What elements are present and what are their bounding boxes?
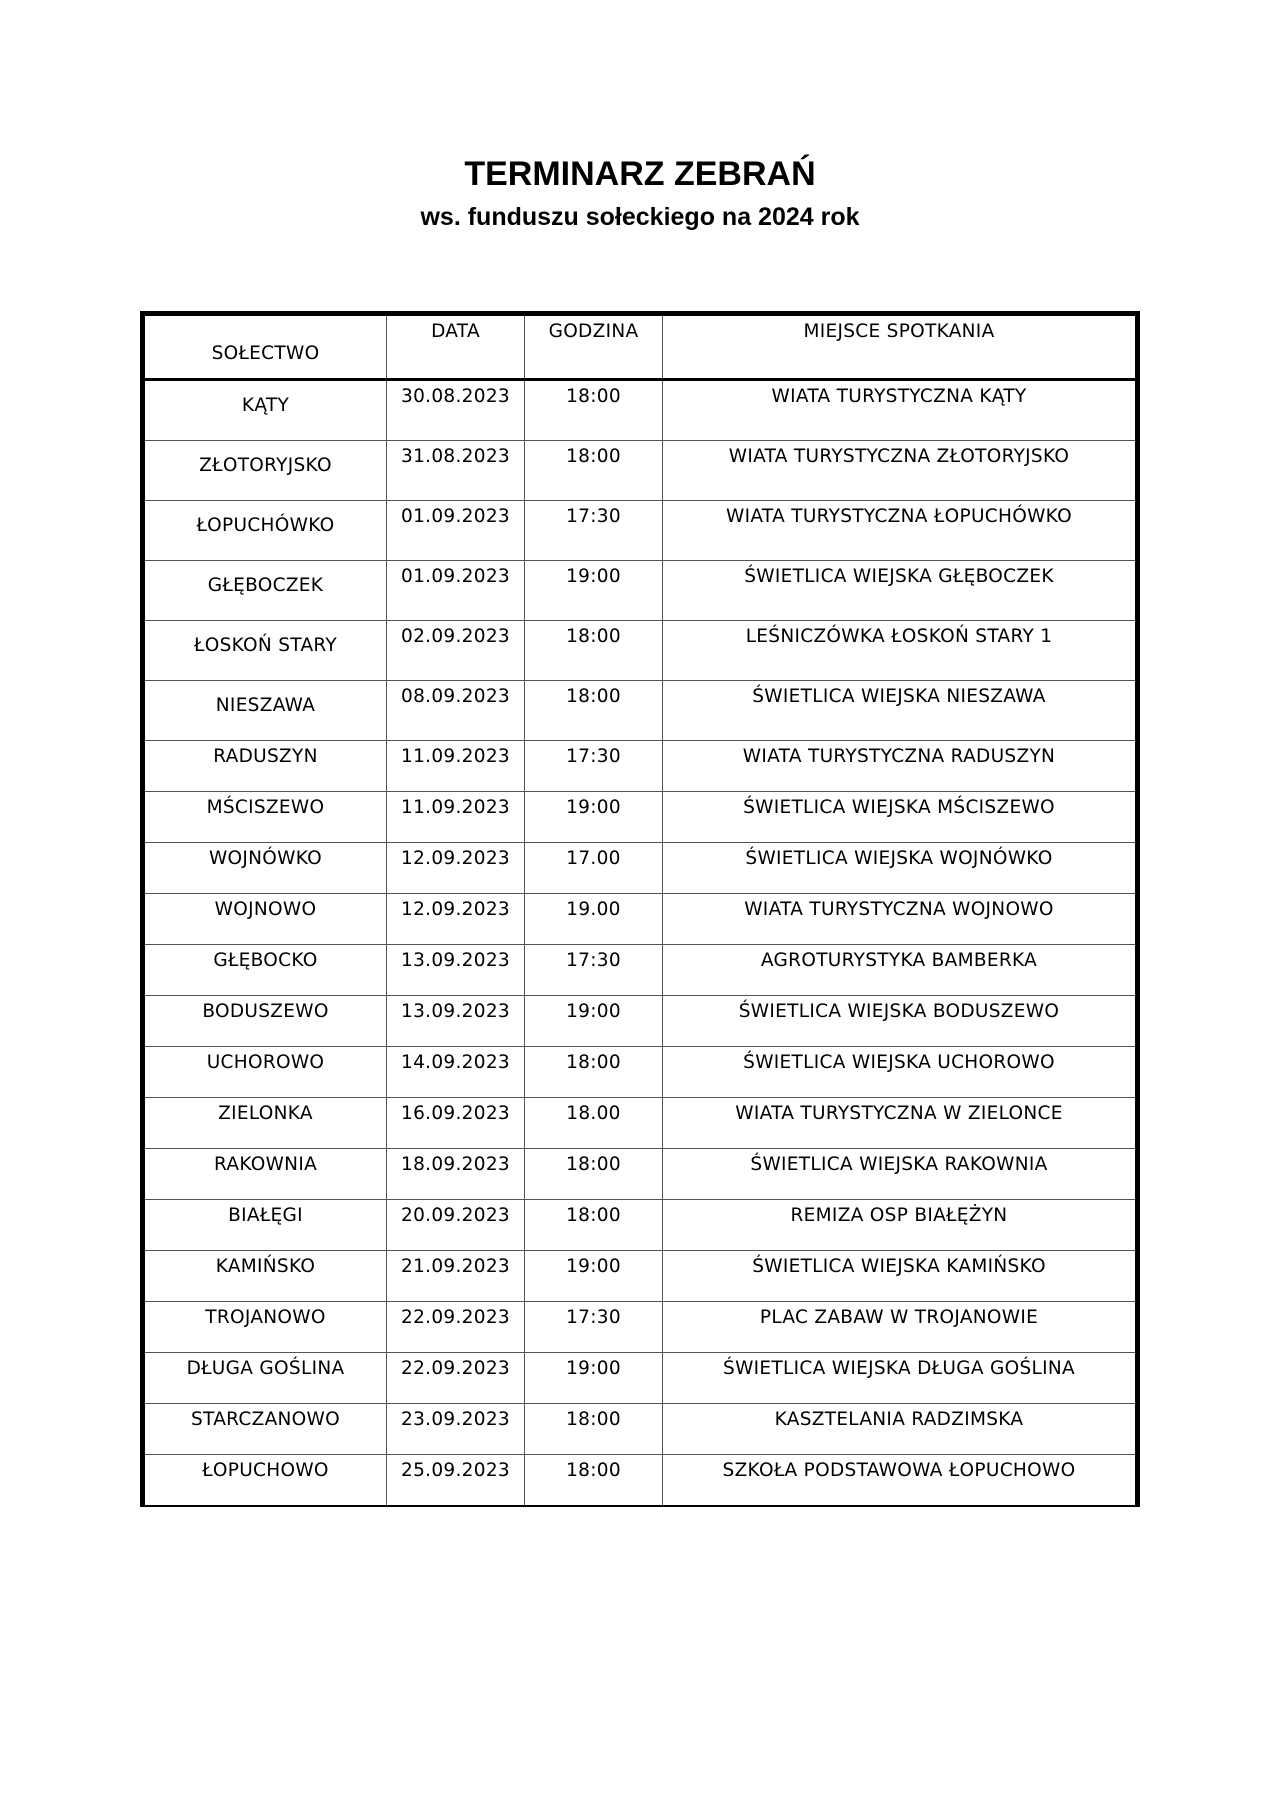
table-row [143,1404,1138,1455]
cell-data: 13.09.2023 [387,996,525,1047]
cell-miejsce: AGROTURYSTYKA BAMBERKA [663,945,1138,996]
table-header-row [143,314,1138,380]
cell-godzina: 18:00 [525,380,663,441]
cell-solectwo: BIAŁĘGI [143,1200,387,1251]
cell-godzina: 18:00 [525,1200,663,1251]
cell-solectwo: KAMIŃSKO [143,1251,387,1302]
table-row [143,441,1138,501]
table-row [143,1098,1138,1149]
cell-miejsce: KASZTELANIA RADZIMSKA [663,1404,1138,1455]
cell-solectwo: ZIELONKA [143,1098,387,1149]
table-row [143,741,1138,792]
cell-data: 25.09.2023 [387,1455,525,1507]
cell-solectwo: MŚCISZEWO [143,792,387,843]
cell-solectwo: RADUSZYN [143,741,387,792]
table-row [143,843,1138,894]
cell-miejsce: ŚWIETLICA WIEJSKA MŚCISZEWO [663,792,1138,843]
cell-data: 12.09.2023 [387,843,525,894]
cell-miejsce: REMIZA OSP BIAŁĘŻYN [663,1200,1138,1251]
cell-solectwo: ŁOSKOŃ STARY [143,621,387,681]
cell-miejsce: WIATA TURYSTYCZNA ZŁOTORYJSKO [663,441,1138,501]
cell-godzina: 17.00 [525,843,663,894]
cell-solectwo: UCHOROWO [143,1047,387,1098]
cell-godzina: 19:00 [525,1251,663,1302]
cell-data: 21.09.2023 [387,1251,525,1302]
cell-data: 11.09.2023 [387,741,525,792]
cell-solectwo: RAKOWNIA [143,1149,387,1200]
table-row [143,1047,1138,1098]
cell-miejsce: ŚWIETLICA WIEJSKA DŁUGA GOŚLINA [663,1353,1138,1404]
table-row [143,621,1138,681]
cell-godzina: 18:00 [525,1404,663,1455]
cell-solectwo: STARCZANOWO [143,1404,387,1455]
page-title: TERMINARZ ZEBRAŃ [464,155,816,193]
cell-godzina: 18.00 [525,1098,663,1149]
cell-solectwo: ŁOPUCHÓWKO [143,501,387,561]
cell-data: 08.09.2023 [387,681,525,741]
table-row [143,561,1138,621]
cell-miejsce: LEŚNICZÓWKA ŁOSKOŃ STARY 1 [663,621,1138,681]
table-row [143,1353,1138,1404]
cell-data: 22.09.2023 [387,1353,525,1404]
cell-godzina: 18:00 [525,681,663,741]
cell-godzina: 19:00 [525,996,663,1047]
cell-data: 31.08.2023 [387,441,525,501]
cell-data: 02.09.2023 [387,621,525,681]
cell-data: 18.09.2023 [387,1149,525,1200]
cell-data: 14.09.2023 [387,1047,525,1098]
cell-miejsce: WIATA TURYSTYCZNA ŁOPUCHÓWKO [663,501,1138,561]
cell-miejsce: WIATA TURYSTYCZNA KĄTY [663,380,1138,441]
table-row [143,1200,1138,1251]
cell-solectwo: KĄTY [143,380,387,441]
cell-miejsce: ŚWIETLICA WIEJSKA WOJNÓWKO [663,843,1138,894]
cell-miejsce: SZKOŁA PODSTAWOWA ŁOPUCHOWO [663,1455,1138,1507]
cell-data: 20.09.2023 [387,1200,525,1251]
cell-miejsce: ŚWIETLICA WIEJSKA NIESZAWA [663,681,1138,741]
column-header-solectwo: SOŁECTWO [143,314,387,380]
cell-solectwo: NIESZAWA [143,681,387,741]
cell-data: 16.09.2023 [387,1098,525,1149]
table-row [143,1455,1138,1507]
table-row [143,1251,1138,1302]
cell-solectwo: TROJANOWO [143,1302,387,1353]
cell-godzina: 18:00 [525,441,663,501]
cell-miejsce: PLAC ZABAW W TROJANOWIE [663,1302,1138,1353]
table-row [143,945,1138,996]
table-row [143,501,1138,561]
cell-godzina: 18:00 [525,621,663,681]
cell-godzina: 18:00 [525,1047,663,1098]
cell-godzina: 18:00 [525,1149,663,1200]
cell-data: 11.09.2023 [387,792,525,843]
cell-godzina: 17:30 [525,945,663,996]
table-row [143,380,1138,441]
cell-data: 01.09.2023 [387,501,525,561]
cell-godzina: 19.00 [525,894,663,945]
page-subtitle: ws. funduszu sołeckiego na 2024 rok [420,203,860,231]
cell-solectwo: GŁĘBOCZEK [143,561,387,621]
cell-solectwo: ZŁOTORYJSKO [143,441,387,501]
table-row [143,1302,1138,1353]
cell-godzina: 19:00 [525,1353,663,1404]
cell-data: 13.09.2023 [387,945,525,996]
cell-miejsce: ŚWIETLICA WIEJSKA KAMIŃSKO [663,1251,1138,1302]
cell-solectwo: WOJNÓWKO [143,843,387,894]
cell-godzina: 18:00 [525,1455,663,1507]
cell-godzina: 19:00 [525,792,663,843]
table-row [143,1149,1138,1200]
cell-miejsce: ŚWIETLICA WIEJSKA RAKOWNIA [663,1149,1138,1200]
cell-data: 23.09.2023 [387,1404,525,1455]
cell-solectwo: GŁĘBOCKO [143,945,387,996]
cell-miejsce: WIATA TURYSTYCZNA W ZIELONCE [663,1098,1138,1149]
cell-solectwo: ŁOPUCHOWO [143,1455,387,1507]
table-row [143,792,1138,843]
column-header-miejsce: MIEJSCE SPOTKANIA [663,314,1138,380]
table-row [143,681,1138,741]
cell-miejsce: WIATA TURYSTYCZNA WOJNOWO [663,894,1138,945]
table-row [143,894,1138,945]
cell-miejsce: WIATA TURYSTYCZNA RADUSZYN [663,741,1138,792]
cell-data: 12.09.2023 [387,894,525,945]
cell-data: 22.09.2023 [387,1302,525,1353]
schedule-table [140,311,1140,1507]
cell-data: 01.09.2023 [387,561,525,621]
table-row [143,996,1138,1047]
cell-miejsce: ŚWIETLICA WIEJSKA BODUSZEWO [663,996,1138,1047]
cell-godzina: 17:30 [525,1302,663,1353]
cell-godzina: 17:30 [525,501,663,561]
column-header-godzina: GODZINA [525,314,663,380]
cell-godzina: 17:30 [525,741,663,792]
cell-data: 30.08.2023 [387,380,525,441]
column-header-data: DATA [387,314,525,380]
cell-solectwo: WOJNOWO [143,894,387,945]
cell-miejsce: ŚWIETLICA WIEJSKA GŁĘBOCZEK [663,561,1138,621]
cell-godzina: 19:00 [525,561,663,621]
cell-solectwo: BODUSZEWO [143,996,387,1047]
cell-miejsce: ŚWIETLICA WIEJSKA UCHOROWO [663,1047,1138,1098]
cell-solectwo: DŁUGA GOŚLINA [143,1353,387,1404]
